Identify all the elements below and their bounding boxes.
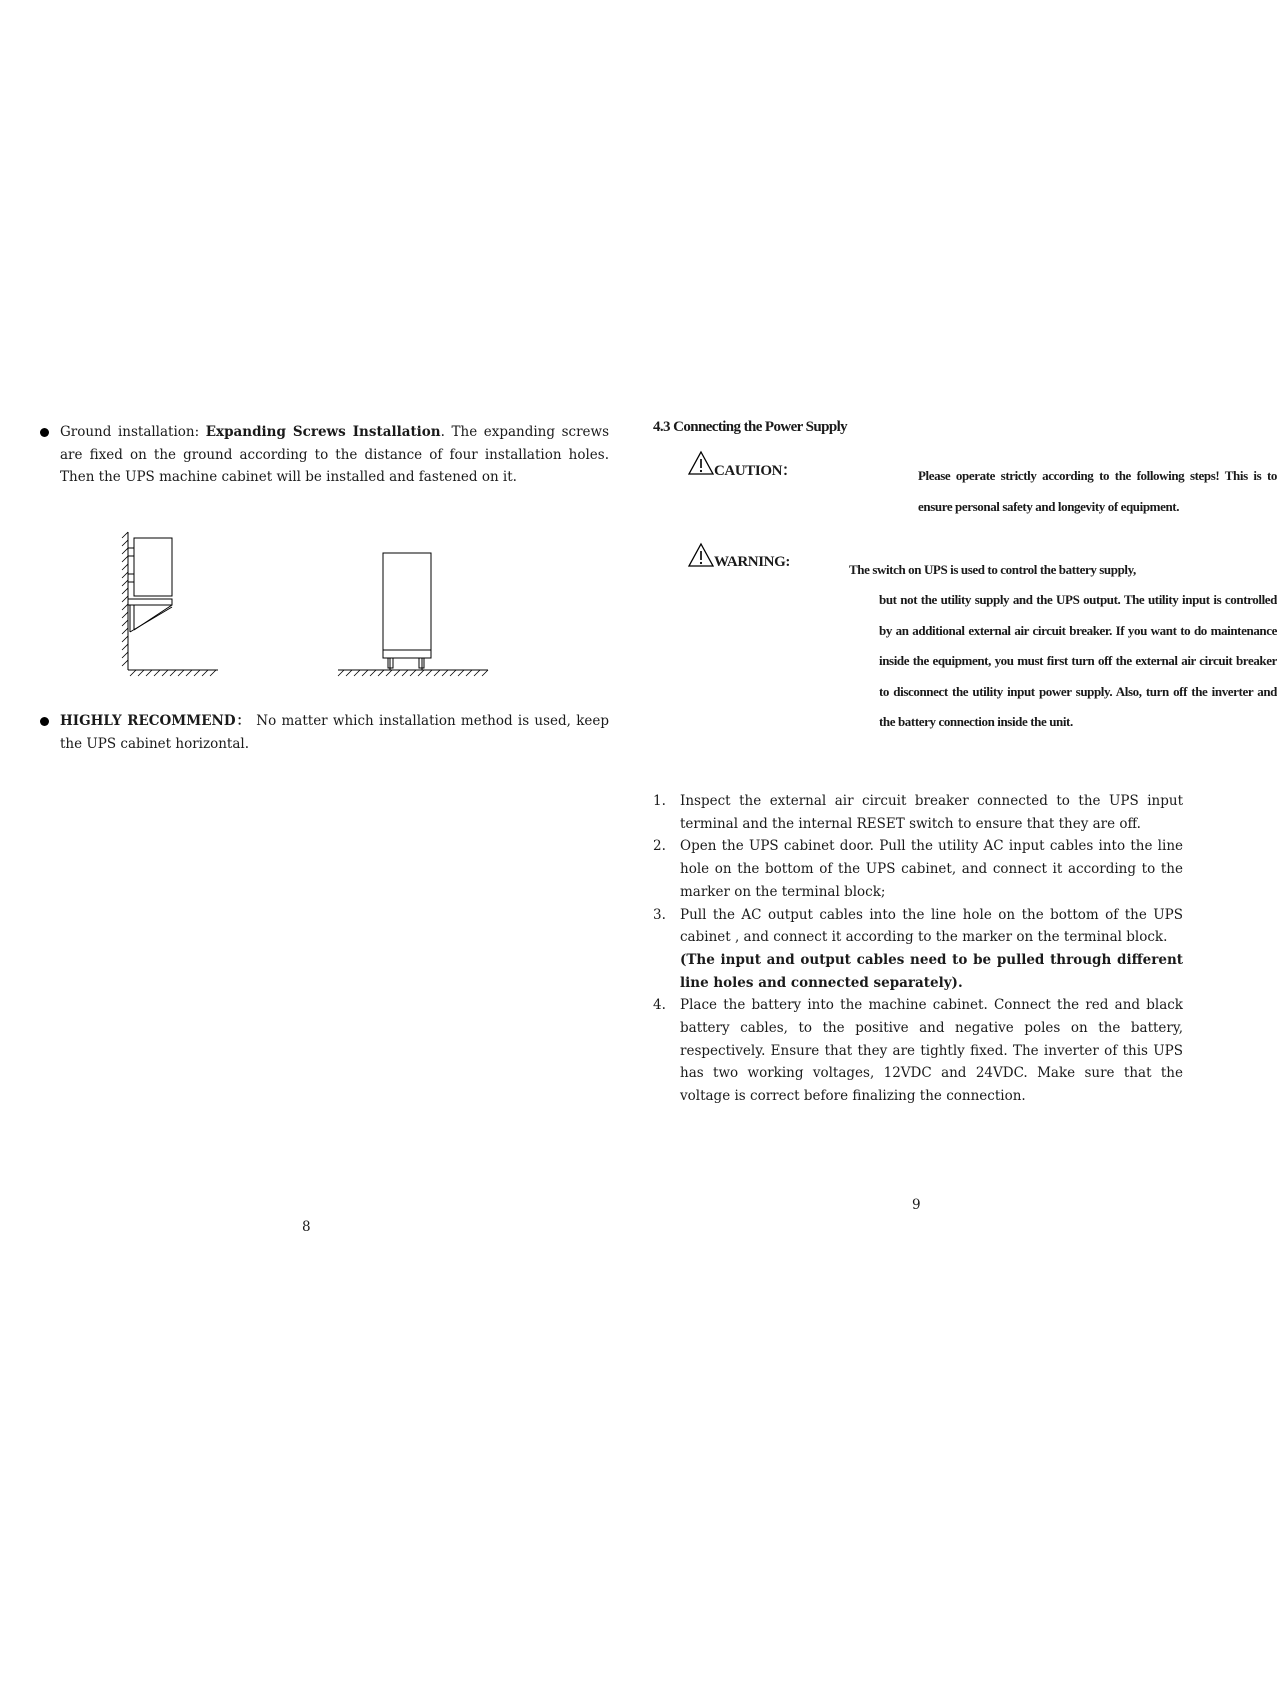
step-number: 2.	[653, 838, 666, 855]
warning-triangle-icon	[688, 542, 714, 568]
list-item	[653, 835, 1183, 903]
caution-label: CAUTION：	[714, 463, 797, 479]
step-text: Pull the AC output cables into the line hole on the bottom of the UPS cabinet , and connect it according to the marker on the terminal block.	[680, 906, 1183, 946]
warning-triangle-icon	[688, 450, 714, 476]
wall-mount-figure	[122, 532, 218, 676]
caution-notice	[688, 450, 1277, 540]
list-item	[653, 790, 1183, 835]
page-number: 8	[302, 1219, 311, 1235]
warning-message-rest: but not the utility supply and the UPS output. The utility input is controlled by an additional external air circuit breaker. If you want to do maintenance inside the equipment, you must first turn off the external air circuit breaker to disconnect the utility input power supply. Also, turn off the inverter and the battery connection inside the unit.	[879, 592, 1277, 730]
bullet-text	[60, 421, 609, 489]
bullet-suffix: . The expanding screws are fixed on the ground according to the distance of four installation holes. Then the UPS machine cabinet will be installed and fastened on it.	[60, 424, 609, 486]
page-right	[596, 0, 1277, 1685]
step-number: 4.	[653, 997, 666, 1014]
caution-message: Please operate strictly according to the following steps! This is to ensure personal safety and longevity of equipment.	[918, 468, 1277, 514]
connection-steps-list	[653, 790, 1183, 1108]
step-number: 3.	[653, 906, 666, 923]
list-item	[653, 904, 1183, 995]
section-heading: 4.3 Connecting the Power Supply	[653, 419, 848, 435]
bullet-dot-icon	[40, 717, 49, 726]
list-item	[653, 994, 1183, 1108]
step-bold-note: (The input and output cables need to be pulled through different line holes and connected separately).	[680, 951, 1183, 991]
bullet-text	[60, 710, 609, 755]
bullet-dot-icon	[40, 428, 49, 437]
recommend-label: HIGHLY RECOMMEND：	[60, 713, 251, 729]
recommend-text: No matter which installation method is used, keep the UPS cabinet horizontal.	[60, 713, 610, 752]
page-number: 9	[912, 1197, 921, 1213]
step-number: 1.	[653, 793, 666, 809]
warning-notice	[688, 542, 1277, 762]
floor-stand-figure	[338, 553, 488, 676]
step-text: Inspect the external air circuit breaker connected to the UPS input terminal and the internal RESET switch to ensure that they are off.	[680, 793, 1183, 832]
step-text: Place the battery into the machine cabinet. Connect the red and black battery cables, to the positive and negative poles on the battery, respectively. Ensure that they are tightly fixed. The inverter of this UPS has two working voltages, 12VDC and 24VDC. Make sure that the voltage is correct before finalizing the connection.	[680, 997, 1183, 1105]
warning-label: WARNING:	[714, 554, 790, 570]
page-left	[0, 0, 610, 1685]
warning-message-first-line: The switch on UPS is used to control the battery supply,	[849, 562, 1136, 577]
installation-diagram	[120, 530, 500, 675]
warning-message	[849, 555, 1277, 737]
step-text: Open the UPS cabinet door. Pull the utility AC input cables into the line hole on the bottom of the UPS cabinet, and connect it according to the marker on the terminal block;	[680, 838, 1183, 900]
bullet-prefix: Ground installation:	[60, 424, 206, 440]
bullet-bold-term: Expanding Screws Installation	[205, 424, 441, 440]
